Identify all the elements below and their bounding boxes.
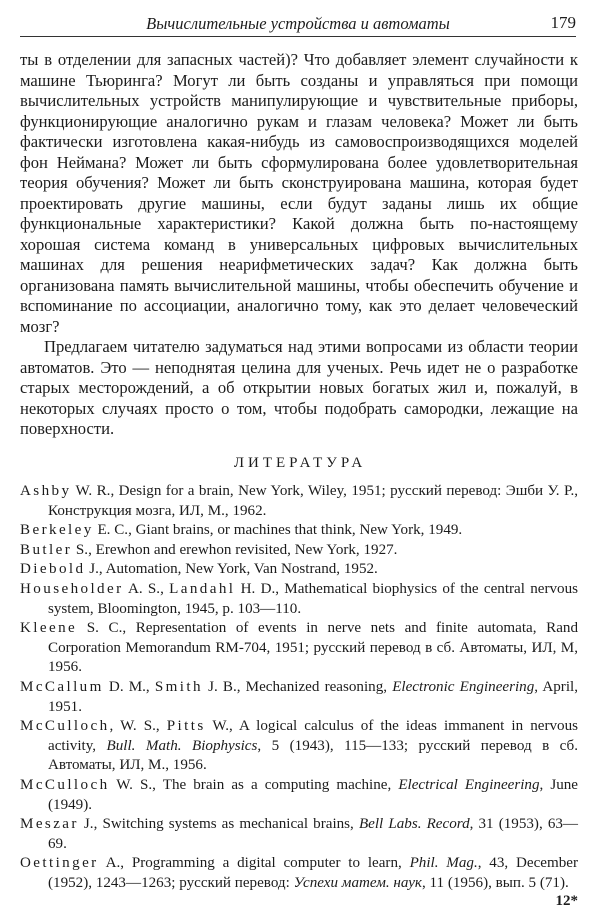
reference-text: , 11 (1956), вып. 5 (71). bbox=[422, 874, 569, 891]
reference-journal: Electronic Engineering bbox=[392, 678, 535, 695]
reference-text: W., A logical calculus of the ideas immanent in nervous activity, bbox=[48, 718, 578, 754]
literature-heading: ЛИТЕРАТУРА bbox=[233, 455, 367, 471]
reference-journal: Bell Labs. Record bbox=[358, 816, 470, 833]
reference-coauthor: Pitts bbox=[166, 718, 206, 735]
reference-text: A. S., bbox=[123, 580, 170, 597]
reference-text: , 31 (1953), 63—69. bbox=[48, 816, 579, 852]
reference-text: J. B., Mechanized reasoning, bbox=[202, 678, 393, 695]
reference-item bbox=[20, 541, 578, 561]
reference-text: , 5 (1943), 115—133; русский перевод в сб. Автоматы, ИЛ, М., 1956. bbox=[48, 737, 578, 774]
reference-coauthor: Landahl bbox=[169, 580, 236, 597]
reference-author: Diebold bbox=[20, 561, 86, 578]
reference-item bbox=[20, 678, 578, 717]
reference-author: Butler bbox=[20, 541, 73, 558]
reference-coauthor: Smith bbox=[154, 678, 203, 695]
reference-item bbox=[20, 521, 578, 541]
reference-text: J., Switching systems as mechanical brains, bbox=[78, 816, 359, 833]
reference-text: W. R., Design for a brain, New York, Wiley, 1951; русский перевод: Эшби У. Р., Конструкция мозга, ИЛ, М., 1962. bbox=[48, 483, 578, 519]
reference-text: A., Programming a digital computer to learn, bbox=[98, 855, 410, 872]
reference-text: H. D., Mathematical biophysics of the central nervous system, Bloomington, 1945, p. 103—110. bbox=[48, 580, 578, 617]
reference-author: McCulloch bbox=[20, 776, 110, 793]
reference-text: , April, 1951. bbox=[48, 678, 578, 715]
reference-author: Kleene bbox=[20, 620, 78, 637]
reference-item bbox=[20, 717, 578, 776]
reference-item bbox=[20, 580, 578, 619]
reference-item bbox=[20, 482, 578, 521]
signature-mark: 12* bbox=[555, 893, 578, 909]
running-title: Вычислительные устройства и автоматы bbox=[146, 14, 450, 33]
reference-text: S., Erewhon and erewhon revisited, New York, 1927. bbox=[72, 541, 398, 558]
running-header bbox=[20, 10, 576, 37]
reference-author: Meszar bbox=[20, 816, 79, 833]
page-number: 179 bbox=[550, 13, 576, 32]
reference-list bbox=[20, 482, 578, 893]
reference-journal: Electrical Engineering bbox=[398, 776, 540, 793]
reference-item bbox=[20, 560, 578, 580]
reference-text: , W. S., bbox=[109, 718, 167, 735]
reference-text: J., Automation, New York, Van Nostrand, 1952. bbox=[85, 561, 378, 578]
reference-author: Oettinger bbox=[20, 855, 99, 872]
reference-text: S. C., Representation of events in nerve nets and finite automata, Rand Corporation Memorandum RM-704, 1951; русский перевод в сб. Автоматы, ИЛ, М, 1956. bbox=[48, 620, 578, 676]
reference-text: W. S., The brain as a computing machine, bbox=[109, 776, 399, 793]
body-text bbox=[20, 50, 578, 440]
reference-item bbox=[20, 619, 578, 678]
reference-text: E. C., Giant brains, or machines that think, New York, 1949. bbox=[93, 522, 463, 539]
paragraph: Предлагаем читателю задуматься над этими вопросами из области теории автоматов. Это — неподнятая целина для ученых. Речь идет не о разработке старых месторождений, а об открытии новых богатых жил и, пожалуй, в некоторых случаях просто о том, чтобы подобрать самородки, лежащие на поверхности. bbox=[20, 337, 578, 438]
reference-journal: Phil. Mag. bbox=[409, 855, 478, 872]
reference-author: McCallum bbox=[20, 678, 104, 695]
reference-journal: Успехи матем. наук bbox=[293, 874, 422, 891]
reference-author: Ashby bbox=[20, 483, 72, 499]
reference-text: , 43, December (1952), 1243—1263; русский перевод: bbox=[48, 855, 578, 891]
reference-item bbox=[20, 815, 578, 854]
reference-item bbox=[20, 854, 578, 893]
reference-author: McCulloch bbox=[20, 718, 110, 735]
reference-journal: Bull. Math. Biophysics bbox=[106, 737, 258, 754]
reference-text: D. M., bbox=[103, 678, 155, 695]
reference-author: Berkeley bbox=[20, 522, 94, 539]
paragraph: ты в отделении для запасных частей)? Что добавляет элемент случайности к машине Тьюринга? Могут ли быть созданы и управляться при помощи вычислительных устройств манипулирующие и чувствительные приборы, функционирующие аналогично рукам и глазам человека? Может ли быть фактически изготовлена какая-нибудь из самовоспроизводящихся моделей фон Неймана? Может ли быть сформулирована более удовлетворительная теория обучения? Может ли быть сконструирована машина, которая будет проектировать другие машины, если будут заданы лишь их общие функциональные характеристики? Какой должна быть по-настоящему хорошая система команд в универсальных цифровых вычислительных машинах для решения неарифметических задач? Как должна быть организована память вычислительной машины, чтобы обеспечить обучение и вспоминание по ассоциации, аналогично тому, как это делает человеческий мозг? bbox=[20, 50, 578, 336]
reference-text: , June (1949). bbox=[48, 776, 579, 813]
reference-author: Householder bbox=[20, 580, 124, 597]
reference-item bbox=[20, 776, 578, 815]
